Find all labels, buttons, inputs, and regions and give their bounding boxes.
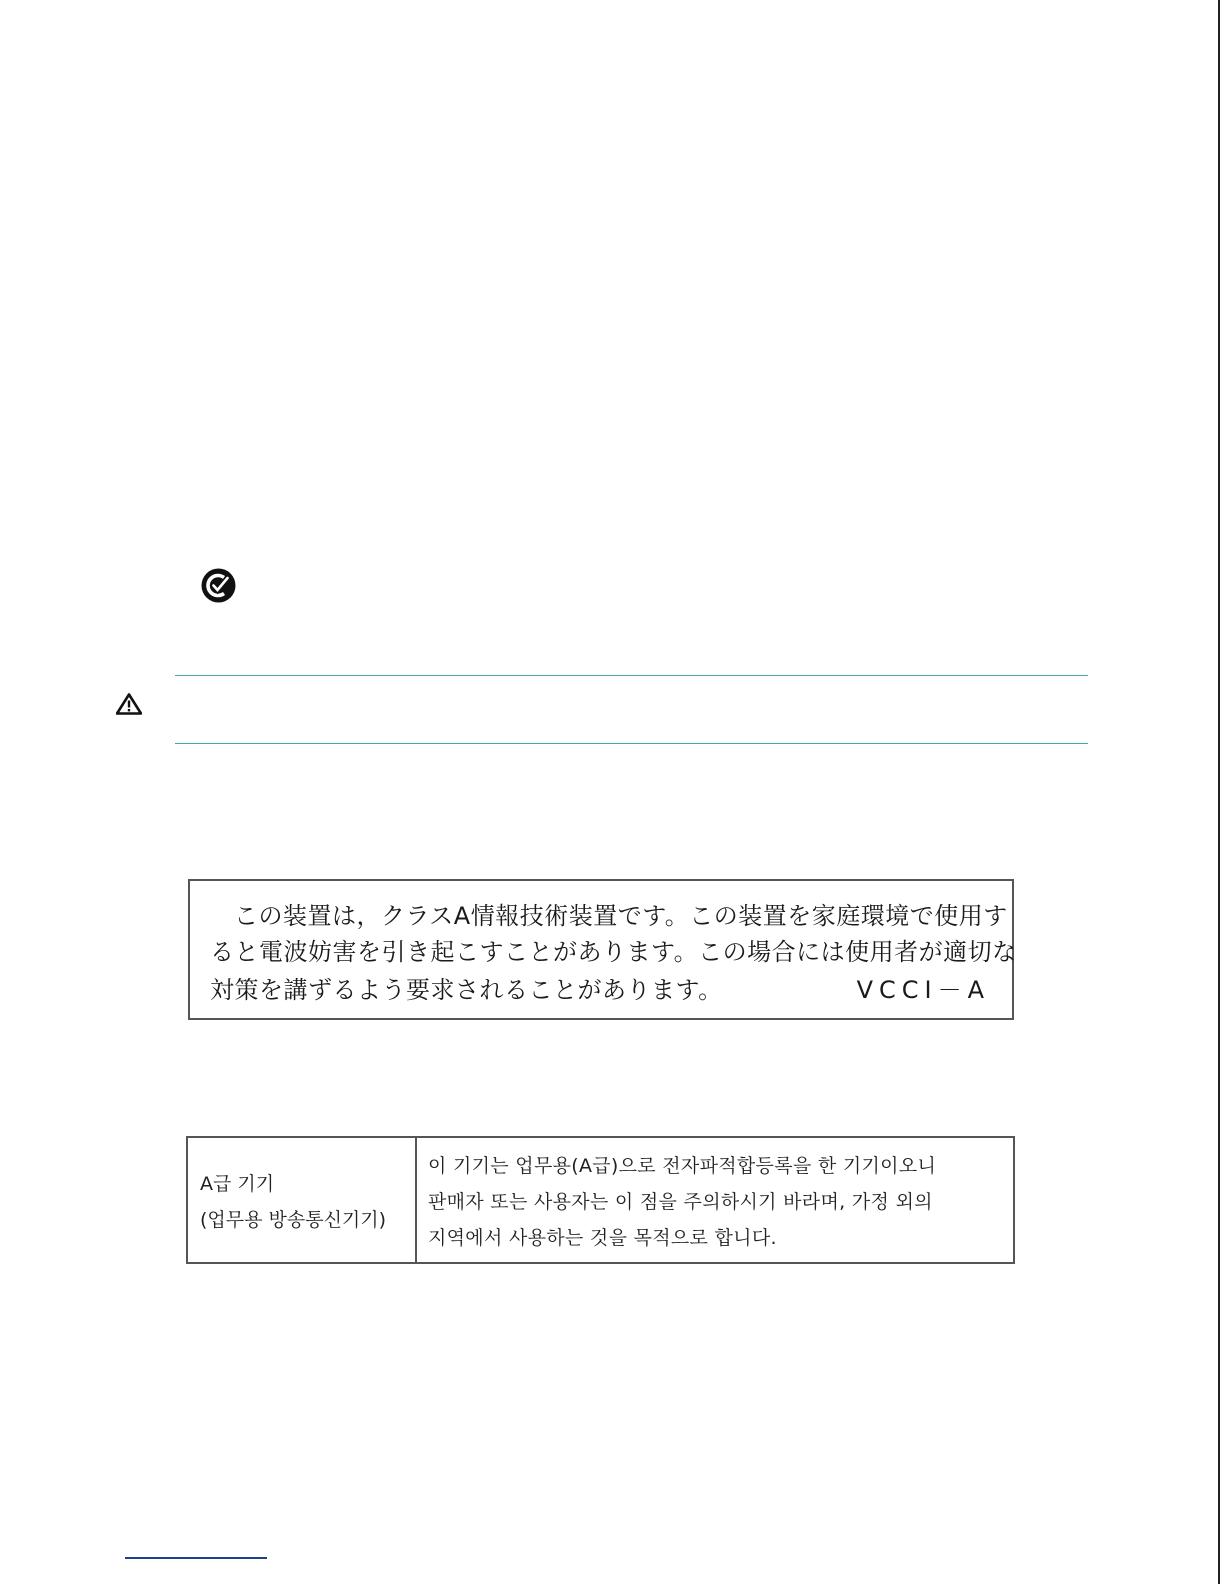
korean-notice-line-3: 지역에서 사용하는 것을 목적으로 합니다. <box>428 1227 777 1249</box>
korean-notice-line-1: 이 기기는 업무용(A급)으로 전자파적합등록을 한 기기이오니 <box>428 1155 937 1177</box>
korean-class-sublabel: (업무용 방송통신기기) <box>200 1209 387 1231</box>
warning-triangle-icon <box>116 693 142 715</box>
vcci-line-1: この装置は，クラスA情報技術装置です。この装置を家庭環境で使用す <box>234 902 1008 930</box>
notice-bottom-rule <box>175 743 1088 744</box>
vcci-notice-box <box>188 879 1017 1020</box>
notice-top-rule <box>175 675 1088 676</box>
page-edge-rule <box>1218 0 1220 1584</box>
vcci-class-code: VCCI－A <box>856 976 990 1004</box>
korean-notice-line-2: 판매자 또는 사용자는 이 점을 주의하시기 바라며, 가정 외의 <box>428 1191 933 1213</box>
korean-class-label: A급 기기 <box>200 1173 275 1195</box>
table-divider <box>415 1138 417 1262</box>
vcci-line-2: ると電波妨害を引き起こすことがあります。この場合には使用者が適切な <box>210 938 1017 966</box>
vcci-line-3: 対策を講ずるよう要求されることがあります。 <box>210 976 723 1004</box>
c-tick-compliance-icon <box>200 567 237 604</box>
footer-link-rule <box>125 1557 267 1559</box>
korean-notice-table <box>186 1136 1015 1264</box>
